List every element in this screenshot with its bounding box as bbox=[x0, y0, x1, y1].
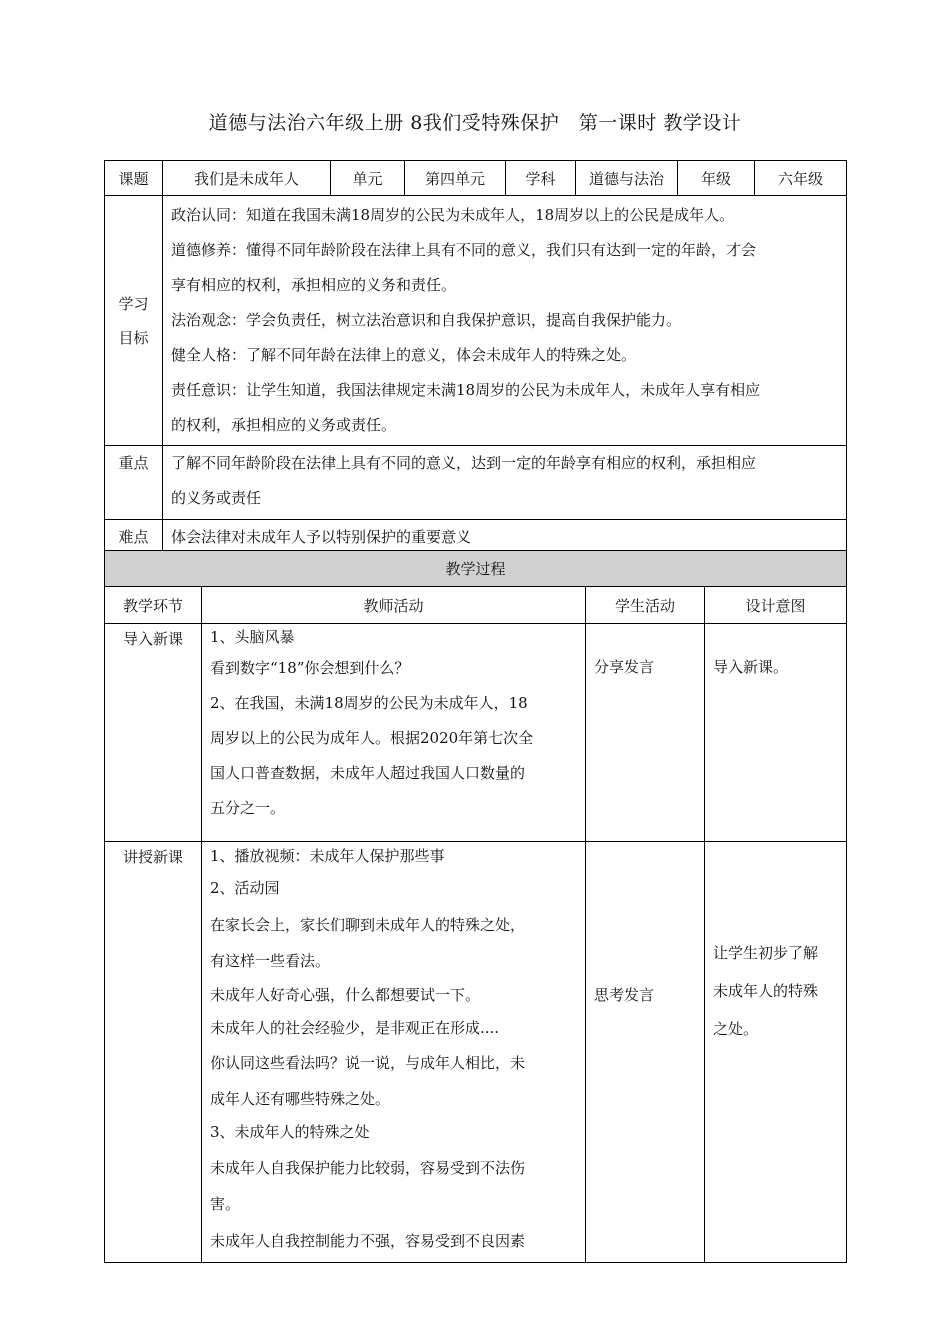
objective-line: 责任意识：让学生知道，我国法律规定未满18周岁的公民为未成年人，未成年人享有相应 bbox=[171, 381, 761, 399]
col-header-student: 学生活动 bbox=[586, 587, 705, 624]
grade-value: 六年级 bbox=[755, 161, 847, 196]
teach-line: 害。 bbox=[210, 1195, 241, 1213]
teach-design-intent bbox=[705, 842, 847, 1263]
col-header-teacher: 教师活动 bbox=[202, 587, 586, 624]
teach-line: 未成年人好奇心强，什么都想要试一下。 bbox=[210, 986, 481, 1004]
objectives-content bbox=[163, 196, 847, 446]
teach-line: 未成年人自我控制能力不强，容易受到不良因素 bbox=[210, 1232, 526, 1250]
teach-line: 3、未成年人的特殊之处 bbox=[210, 1123, 370, 1141]
objective-line: 享有相应的权利，承担相应的义务和责任。 bbox=[171, 276, 457, 294]
key-point-line: 的义务或责任 bbox=[171, 489, 262, 507]
page-title: 道德与法治六年级上册 8我们受特殊保护 第一课时 教学设计 bbox=[208, 112, 742, 134]
topic-label: 课题 bbox=[105, 161, 163, 196]
intro-teacher-activity bbox=[202, 624, 586, 842]
stage-intro bbox=[105, 624, 202, 842]
lesson-info-table bbox=[104, 160, 847, 554]
teach-student-activity: 思考发言 bbox=[586, 842, 705, 1263]
objectives-label-line1: 学习 bbox=[118, 294, 149, 313]
objective-line: 的权利，承担相应的义务或责任。 bbox=[171, 416, 397, 434]
objective-line: 道德修养：懂得不同年龄阶段在法律上具有不同的意义，我们只有达到一定的年龄，才会 bbox=[171, 241, 757, 259]
intent-line: 未成年人的特殊 bbox=[713, 982, 819, 1000]
intro-line: 看到数字“18”你会想到什么？ bbox=[210, 659, 410, 677]
objective-line: 健全人格：了解不同年龄在法律上的意义，体会未成年人的特殊之处。 bbox=[171, 346, 637, 364]
intro-design-intent: 导入新课。 bbox=[705, 624, 847, 842]
intro-line: 国人口普查数据，未成年人超过我国人口数量的 bbox=[210, 764, 526, 782]
intro-line: 1、头脑风暴 bbox=[210, 628, 295, 646]
subject-value: 道德与法治 bbox=[576, 161, 678, 196]
grade-label: 年级 bbox=[678, 161, 755, 196]
key-point-label-text: 重点 bbox=[118, 454, 149, 472]
stage-teach bbox=[105, 842, 202, 1263]
teach-line: 有这样一些看法。 bbox=[210, 952, 331, 970]
key-point-line: 了解不同年龄阶段在法律上具有不同的意义，达到一定的年龄享有相应的权利，承担相应 bbox=[171, 454, 757, 472]
teaching-process-table bbox=[104, 550, 847, 1263]
teach-teacher-activity bbox=[202, 842, 586, 1263]
objectives-label bbox=[105, 196, 163, 446]
intro-line: 五分之一。 bbox=[210, 799, 286, 817]
topic-value: 我们是未成年人 bbox=[163, 161, 331, 196]
objective-line: 政治认同：知道在我国未满18周岁的公民为未成年人，18周岁以上的公民是成年人。 bbox=[171, 206, 735, 224]
intro-line: 周岁以上的公民为成年人。根据2020年第七次全 bbox=[210, 729, 534, 747]
teach-line: 未成年人自我保护能力比较弱，容易受到不法伤 bbox=[210, 1159, 526, 1177]
intro-student-activity: 分享发言 bbox=[586, 624, 705, 842]
stage-teach-label: 讲授新课 bbox=[122, 848, 183, 866]
difficulty-label: 难点 bbox=[105, 520, 163, 554]
objectives-label-line2: 目标 bbox=[118, 328, 149, 347]
key-point-label bbox=[105, 446, 163, 520]
subject-label: 学科 bbox=[506, 161, 576, 196]
stage-intro-label: 导入新课 bbox=[122, 630, 183, 648]
teach-line: 成年人还有哪些特殊之处。 bbox=[210, 1090, 391, 1108]
teach-line: 未成年人的社会经验少，是非观正在形成.... bbox=[210, 1019, 500, 1037]
key-point-content bbox=[163, 446, 847, 520]
intro-line: 2、在我国，未满18周岁的公民为未成年人，18 bbox=[210, 694, 528, 712]
teach-line: 你认同这些看法吗？说一说，与成年人相比，未 bbox=[210, 1054, 526, 1072]
teach-line: 2、活动园 bbox=[210, 879, 280, 897]
difficulty-content: 体会法律对未成年人予以特别保护的重要意义 bbox=[163, 520, 847, 554]
teach-line: 在家长会上，家长们聊到未成年人的特殊之处， bbox=[210, 916, 526, 934]
intent-line: 让学生初步了解 bbox=[713, 944, 819, 962]
objective-line: 法治观念：学会负责任，树立法治意识和自我保护意识，提高自我保护能力。 bbox=[171, 311, 682, 329]
unit-value: 第四单元 bbox=[405, 161, 506, 196]
teach-line: 1、播放视频：未成年人保护那些事 bbox=[210, 847, 445, 865]
col-header-stage: 教学环节 bbox=[105, 587, 202, 624]
intent-line: 之处。 bbox=[713, 1020, 759, 1038]
process-title: 教学过程 bbox=[105, 551, 847, 587]
col-header-intent: 设计意图 bbox=[705, 587, 847, 624]
unit-label: 单元 bbox=[331, 161, 405, 196]
